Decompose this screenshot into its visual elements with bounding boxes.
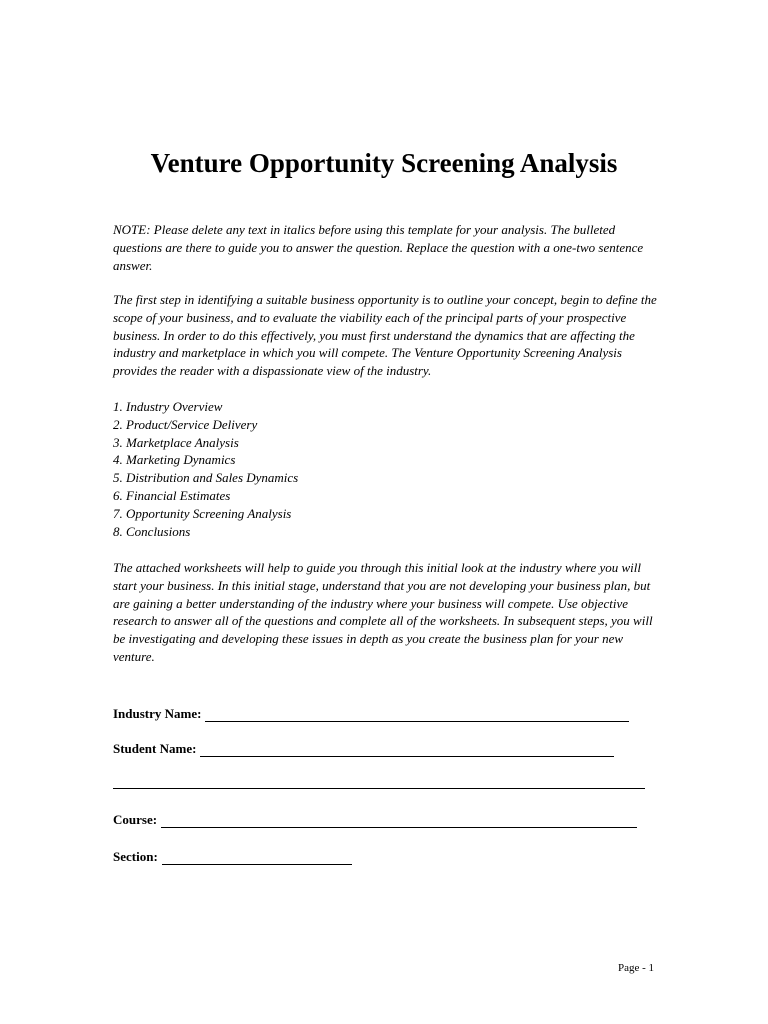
outline-item: 3. Marketplace Analysis: [113, 434, 239, 450]
industry-name-input-line[interactable]: [205, 707, 629, 722]
section-outline-list: [113, 398, 298, 540]
student-name-input-line[interactable]: [200, 742, 614, 757]
outline-item: 4. Marketing Dynamics: [113, 452, 236, 468]
section-label: Section:: [113, 849, 158, 864]
industry-name-label: Industry Name:: [113, 706, 202, 721]
student-name-label: Student Name:: [113, 741, 197, 756]
outline-item: 7. Opportunity Screening Analysis: [113, 505, 292, 521]
outline-item: 5. Distribution and Sales Dynamics: [113, 470, 299, 486]
outline-item: 8. Conclusions: [113, 523, 191, 539]
outline-item: 1. Industry Overview: [113, 399, 223, 414]
course-input-line[interactable]: [161, 813, 637, 828]
course-label: Course:: [113, 812, 158, 827]
intro-paragraph: The first step in identifying a suitable business opportunity is to outline your concept, begin to define the scope of your business, and to evaluate the viability each of the principal parts of your prospective business. In order to do this effectively, you must first understand the dynamics that are affecting the industry and marketplace in which you will compete. The Venture Opportunity Screening Analysis provides the reader with a dispassionate view of the industry.: [113, 292, 657, 379]
closing-paragraph: The attached worksheets will help to guide you through this initial look at the industry where you will start your business. In this initial stage, understand that you are not developing your business plan, but are gaining a better understanding of the industry where your business will compete. Use objective research to answer all of the questions and complete all of the worksheets. In subsequent steps, you will be investigating and developing these issues in depth as you create the business plan for your new venture.: [113, 560, 653, 664]
section-field: [113, 843, 352, 865]
outline-item: 2. Product/Service Delivery: [113, 416, 258, 432]
page-number: Page - 1: [617, 962, 654, 974]
outline-item: 6. Financial Estimates: [113, 487, 231, 503]
industry-name-field: [113, 700, 629, 722]
section-input-line[interactable]: [162, 850, 352, 865]
document-title: Venture Opportunity Screening Analysis: [150, 148, 618, 178]
note-paragraph: NOTE: Please delete any text in italics before using this template for your analysis. The bulleted questions are there to guide you to answer the question. Replace the question with a one-two sentence answer.: [113, 222, 644, 273]
extra-name-input-line[interactable]: [113, 788, 645, 789]
student-name-field: [113, 735, 614, 757]
course-field: [113, 806, 637, 828]
